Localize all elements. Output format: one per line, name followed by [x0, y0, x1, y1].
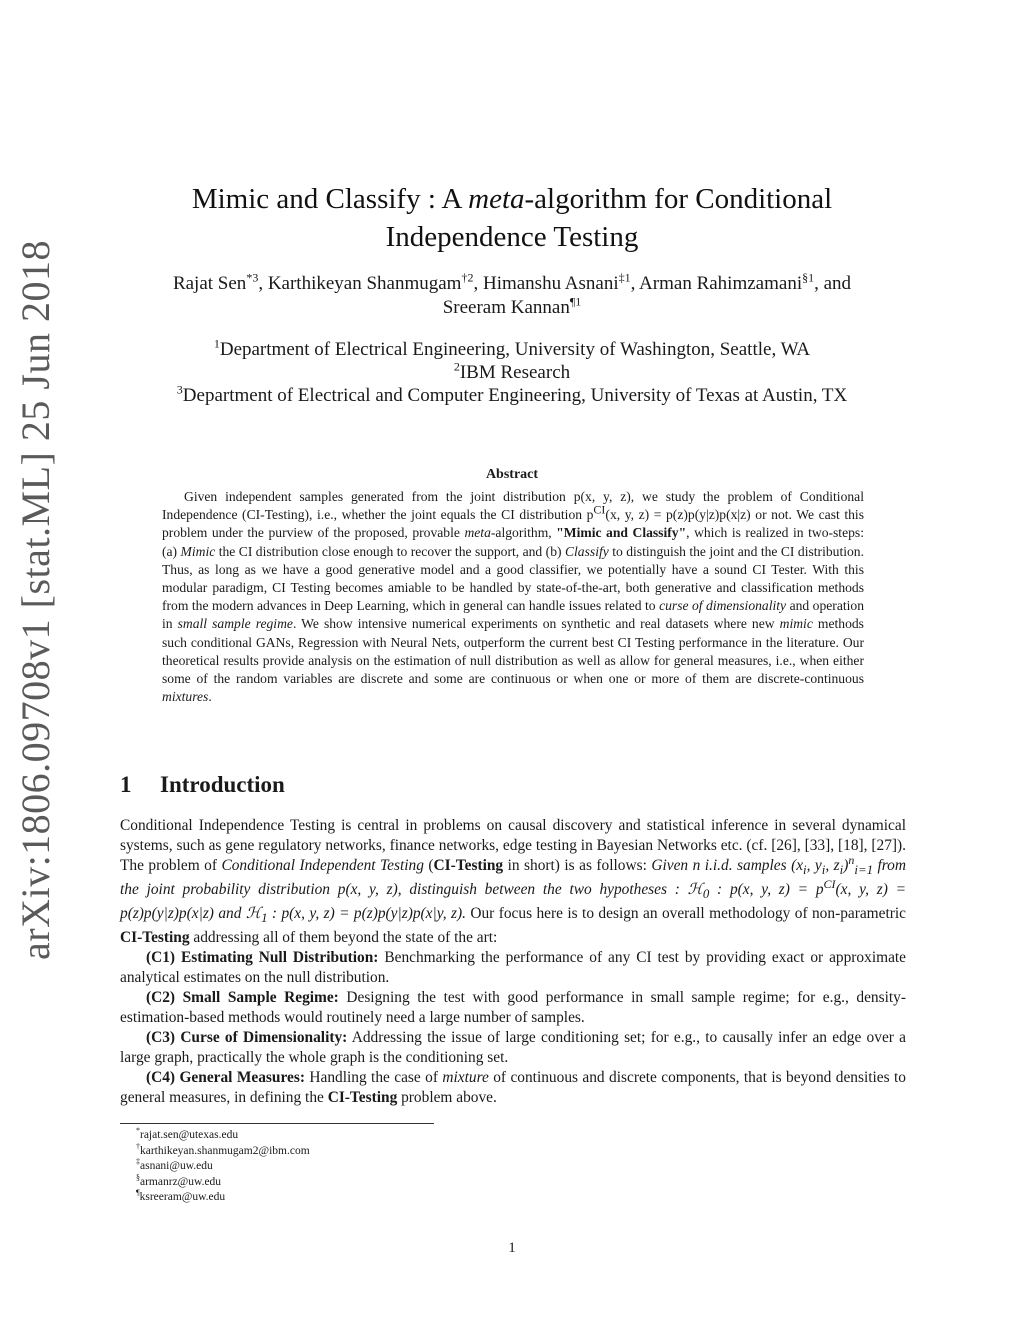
- arxiv-identifier: arXiv:1806.09708v1 [stat.ML] 25 Jun 2018: [13, 240, 58, 960]
- author-list: Rajat Sen$^{*3}$, Karthikeyan Shanmugam$^{\dagger 2}$, Himanshu Asnani$^{\ddagger 1}$, Arman Rahimzamani$^{\S 1}$, and Sreeram Kannan$^{\P 1}$: [172, 270, 852, 318]
- abstract-heading: Abstract: [485, 467, 539, 482]
- introduction-body: [120, 816, 906, 1108]
- author-name: , Arman Rahimzamani: [630, 273, 803, 294]
- footnote: ¶ksreeram@uw.edu: [136, 1188, 226, 1204]
- author-name: , Himanshu Asnani: [473, 273, 619, 294]
- challenge-item: (C4) General Measures: Handling the case of mixture of continuous and discrete components, that is beyond densities to general measures, in defining the CI-Testing problem above.: [120, 1069, 907, 1107]
- author-name: Sreeram Kannan: [442, 297, 570, 318]
- footnote: §armanrz@uw.edu: [136, 1172, 222, 1188]
- challenge-item: (C1) Estimating Null Distribution: Benchmarking the performance of any CI test by providing exact or approximate analytical estimates on the null distribution.: [120, 949, 907, 987]
- affiliation: $^3$Department of Electrical and Computer Engineering, University of Texas at Austin, TX: [176, 382, 848, 406]
- paper-title: Mimic and Classify : A meta-algorithm for Conditional Independence Testing: [191, 183, 833, 253]
- footnotes: [136, 1128, 310, 1206]
- affiliation: $^2$IBM Research: [453, 359, 571, 383]
- footnote: †karthikeyan.shanmugam2@ibm.com: [136, 1141, 310, 1157]
- intro-paragraph: Conditional Independence Testing is central in problems on causal discovery and statistical inference in several dynamical systems, such as gene regulatory networks, finance networks, edge testing in Bayesian Networks etc. (cf. [26], [33], [18], [27]). The problem of Conditional Independent Testing (CI-Testing in short) is as follows: Given n i.i.d. samples ($x_i$, $y_i$, $z_i)^n_{i=1}$ from the joint probability distribution p(x, y, z), distinguish between the two hypotheses : ℋ$_0$ : p(x, y, $z) = p^{CI}(x$, y, z) = p(z)p(y|z)p(x|z) and ℋ$_1$ : p(x, y, z) = p(z)p(y|z)p(x|y, z). Our focus here is to design an overall methodology of non-parametric CI-Testing addressing all of them beyond the state of the art:: [120, 817, 906, 947]
- affiliations: [100, 338, 924, 407]
- abstract-body: Given independent samples generated from the joint distribution p(x, y, z), we study the problem of Conditional Independence (CI-Testing), i.e., whether the joint equals the CI distribution $p^{CI}(x$, y, z) = p(z)p(y|z)p(x|z) or not. We cast this problem under the purview of the proposed, provable meta-algorithm, "Mimic and Classify", which is realized in two-steps: (a) Mimic the CI distribution close enough to recover the support, and (b) Classify to distinguish the joint and the CI distribution. Thus, as long as we have a good generative model and a good classifier, we potentially have a sound CI Tester. With this modular paradigm, CI Testing becomes amiable to be handled by state-of-the-art, both generative and classification methods from the modern advances in Deep Learning, which in general can handle issues related to curse of dimensionality and operation in small sample regime. We show intensive numerical experiments on synthetic and real datasets where new mimic methods such conditional GANs, Regression with Neural Nets, outperform the current best CI Testing performance in the literature. Our theoretical results provide analysis on the estimation of null distribution as well as allow for general measures, i.e., when either some of the random variables are discrete and some are continuous or when one or more of them are discrete-continuous mixtures.: [162, 489, 864, 705]
- affiliation: $^1$Department of Electrical Engineering, University of Washington, Seattle, WA: [213, 336, 811, 360]
- challenge-item: (C3) Curse of Dimensionality: Addressing the issue of large conditioning set; for e.g., to causally infer an edge over a large graph, practically the whole graph is the conditioning set.: [120, 1029, 906, 1067]
- author-name: Rajat Sen: [172, 273, 247, 294]
- page-number: 1: [508, 1240, 516, 1256]
- footnote-divider: [120, 1123, 434, 1124]
- footnote: *rajat.sen@utexas.edu: [136, 1126, 239, 1141]
- challenge-item: (C2) Small Sample Regime: Designing the test with good performance in small sample regime; for e.g., density-estimation-based methods would routinely need a large number of samples.: [120, 989, 906, 1027]
- section-heading: 1 Introduction: [120, 772, 285, 797]
- author-name: , Karthikeyan Shanmugam: [258, 273, 462, 294]
- footnote: ‡asnani@uw.edu: [136, 1157, 213, 1173]
